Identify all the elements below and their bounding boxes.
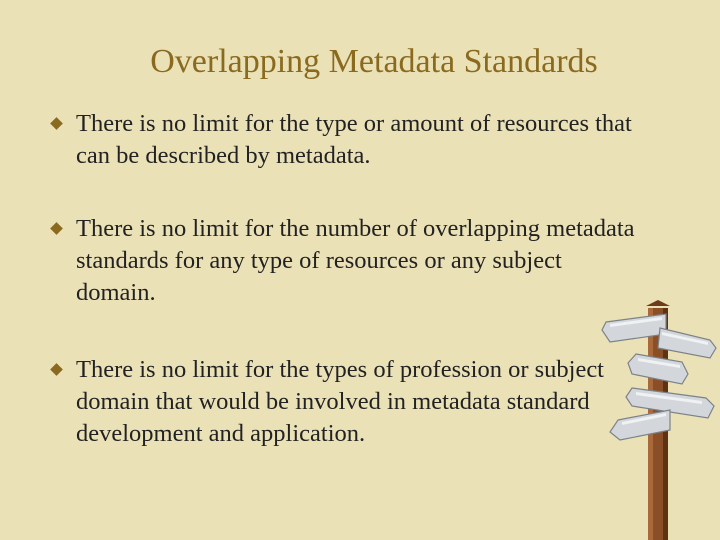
signpost-sign-3	[628, 354, 688, 384]
bullet-text: There is no limit for the number of overlapping metadata standards for any type of resources or any subject domain.	[76, 215, 635, 306]
bullet-item	[48, 354, 638, 450]
bullet-list	[48, 108, 638, 491]
diamond-bullet-icon	[50, 222, 63, 235]
signpost-icon	[596, 300, 720, 540]
bullet-text: There is no limit for the types of profession or subject domain that would be involved in metadata standard development and application.	[76, 356, 604, 447]
bullet-item	[48, 213, 638, 309]
bullet-item	[48, 108, 638, 172]
bullet-text: There is no limit for the type or amount of resources that can be described by metadata.	[76, 110, 632, 169]
diamond-bullet-icon	[50, 363, 63, 376]
diamond-bullet-icon	[50, 117, 63, 130]
slide-title: Overlapping Metadata Standards	[150, 43, 598, 80]
